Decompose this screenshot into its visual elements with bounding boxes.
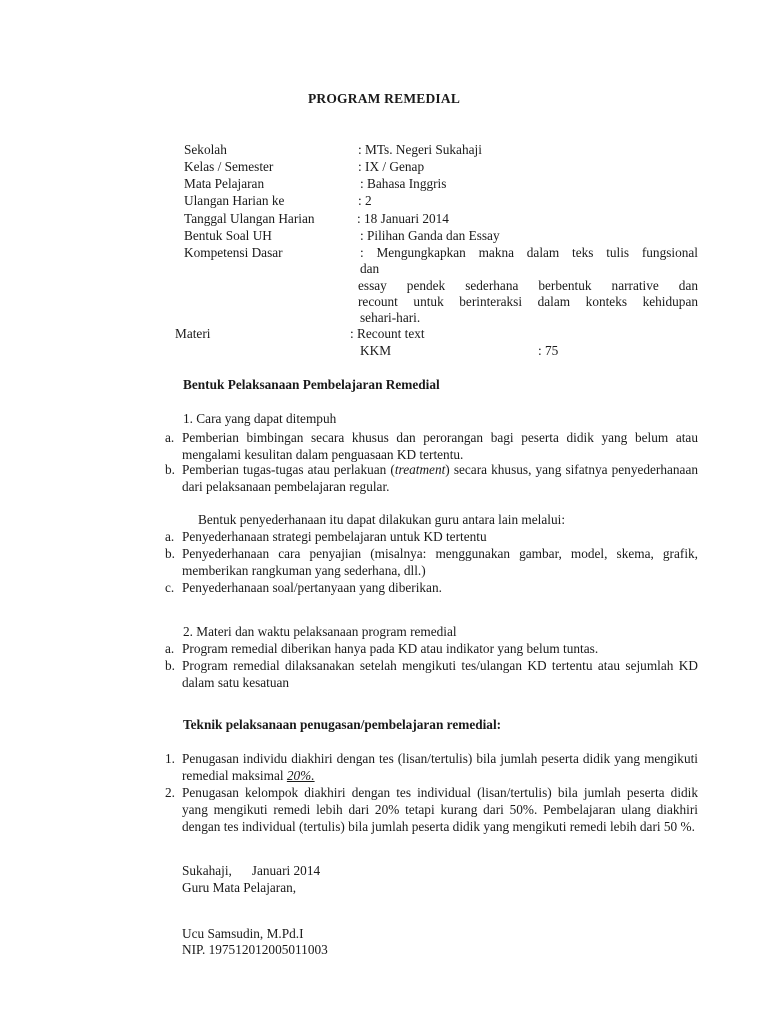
label-mapel: Mata Pelajaran <box>184 176 265 191</box>
label-kompetensi: Kompetensi Dasar <box>184 245 283 260</box>
list-marker: a. <box>165 430 175 445</box>
signature-nip: NIP. 197512012005011003 <box>182 942 328 957</box>
label-materi: Materi <box>175 326 211 341</box>
value-bentuk-soal: : Pilihan Ganda dan Essay <box>360 228 500 243</box>
value-kelas: : IX / Genap <box>358 159 425 174</box>
label-tanggal: Tanggal Ulangan Harian <box>184 211 315 226</box>
list-item: Penyederhanaan soal/pertanyaan yang diberikan. <box>182 580 442 595</box>
value-kompetensi-line2: dan <box>360 261 380 276</box>
label-kelas: Kelas / Semester <box>184 159 274 174</box>
document-title: PROGRAM REMEDIAL <box>307 91 461 106</box>
list-marker: a. <box>165 529 175 544</box>
list-item: Penyederhanaan cara penyajian (misalnya: menggunakan gambar, model, skema, grafik, memberikan rangkuman yang sederhana, dll.) <box>182 546 698 578</box>
item-text-emphasis: 20%. <box>286 768 315 783</box>
item-text-emphasis: treatment <box>394 462 446 477</box>
list-marker: b. <box>165 546 175 561</box>
signature-role: Guru Mata Pelajaran, <box>182 880 297 895</box>
label-sekolah: Sekolah <box>184 142 227 157</box>
list-item: Penugasan kelompok diakhiri dengan tes individual (lisan/tertulis) bila jumlah peserta didik yang mengikuti remedi lebih dari 20% tetapi kurang dari 50%. Pembelajaran ulang diakhiri dengan tes individual (tertulis) bila jumlah peserta didik yang mengikuti remedi lebih dari 50 %. <box>182 785 698 834</box>
section-heading-teknik: Teknik pelaksanaan penugasan/pembelajaran remedial: <box>183 717 502 732</box>
value-kompetensi-line5: sehari-hari. <box>360 310 421 325</box>
item-text: Penugasan individu diakhiri dengan tes (lisan/tertulis) bila jumlah peserta didik yang mengikuti remedial maksimal <box>182 751 698 783</box>
value-materi: : Recount text <box>350 326 425 341</box>
value-ulangan: : 2 <box>358 193 372 208</box>
value-sekolah: : MTs. Negeri Sukahaji <box>358 142 482 157</box>
value-tanggal: : 18 Januari 2014 <box>357 211 449 226</box>
label-ulangan: Ulangan Harian ke <box>184 193 285 208</box>
value-kkm: : 75 <box>538 343 559 358</box>
list-item <box>182 461 698 495</box>
list-item <box>182 750 698 784</box>
list-marker: a. <box>165 641 175 656</box>
subheading-cara: 1. Cara yang dapat ditempuh <box>183 411 337 426</box>
list-item: Program remedial dilaksanakan setelah mengikuti tes/ulangan KD tertentu atau sejumlah KD dalam satu kesatuan <box>182 658 698 690</box>
list-marker: 1. <box>165 751 175 766</box>
list-marker: 2. <box>165 785 175 800</box>
label-bentuk-soal: Bentuk Soal UH <box>184 228 272 243</box>
item-text-pre: Pemberian tugas-tugas atau perlakuan ( <box>182 462 395 477</box>
list-item: Program remedial diberikan hanya pada KD atau indikator yang belum tuntas. <box>182 641 599 656</box>
list-marker: c. <box>165 580 175 595</box>
list-item: Pemberian bimbingan secara khusus dan perorangan bagi peserta didik yang belum atau mengalami kesulitan dalam penguasaan KD tertentu. <box>182 430 698 462</box>
item-text-post: ) secara khusus, yang sifatnya penyederhanaan dari pelaksanaan pembelajaran regular. <box>182 462 699 494</box>
intro-penyederhanaan: Bentuk penyederhanaan itu dapat dilakukan guru antara lain melalui: <box>198 512 566 527</box>
signature-place-date: Sukahaji, Januari 2014 <box>182 863 321 878</box>
value-kompetensi-line1: : Mengungkapkan makna dalam teks tulis fungsional <box>360 245 698 260</box>
value-mapel: : Bahasa Inggris <box>360 176 447 191</box>
list-item: Penyederhanaan strategi pembelajaran untuk KD tertentu <box>182 529 487 544</box>
value-kompetensi-line4: recount untuk berinteraksi dalam konteks kehidupan <box>358 294 698 309</box>
label-kkm: KKM <box>360 343 392 358</box>
subheading-materi-waktu: 2. Materi dan waktu pelaksanaan program remedial <box>183 624 457 639</box>
list-marker: b. <box>165 658 175 673</box>
signature-name: Ucu Samsudin, M.Pd.I <box>182 926 304 941</box>
section-heading-remedial: Bentuk Pelaksanaan Pembelajaran Remedial <box>183 377 440 392</box>
list-marker: b. <box>165 462 175 477</box>
value-kompetensi-line3: essay pendek sederhana berbentuk narrative dan <box>358 278 698 293</box>
